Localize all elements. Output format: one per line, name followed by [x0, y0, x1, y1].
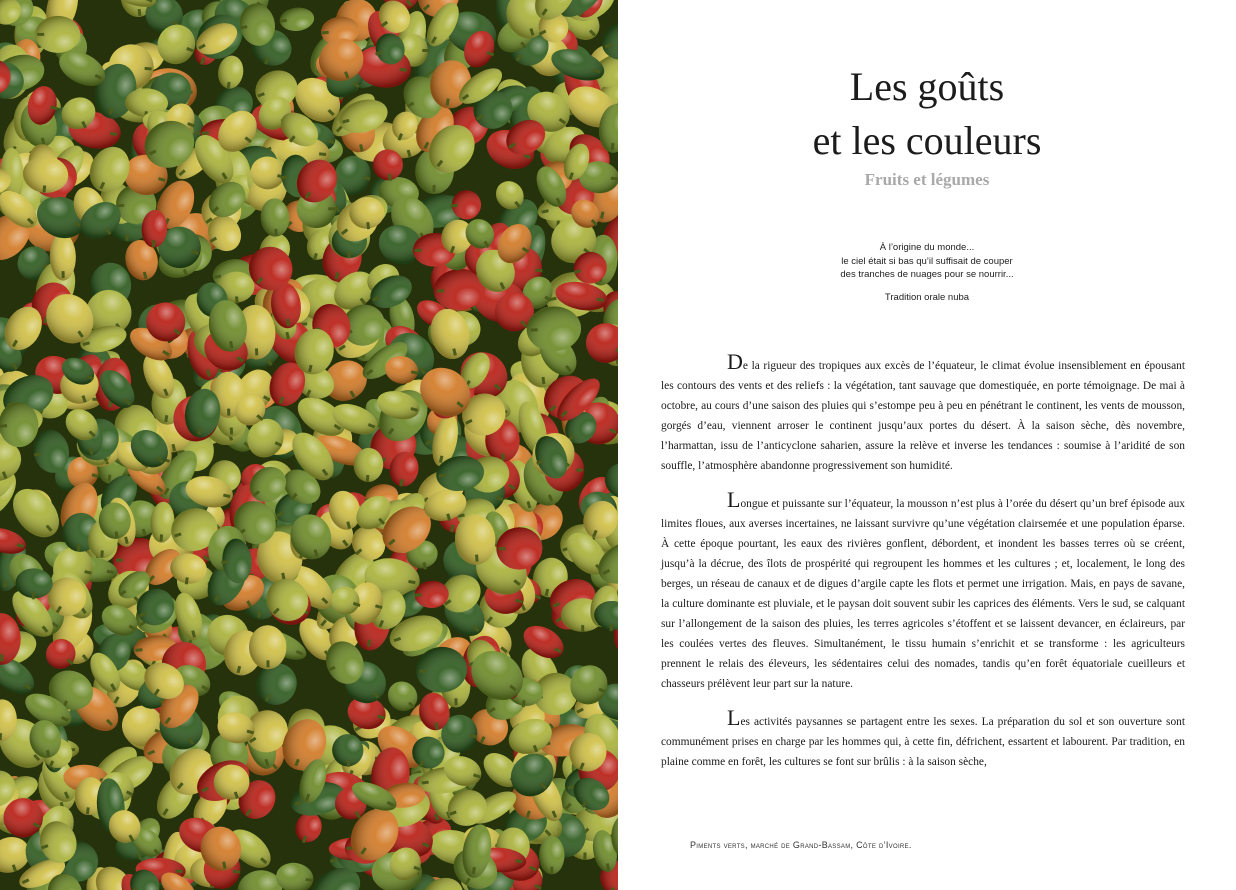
- paragraph-text: es activités paysannes se partagent entre les sexes. La préparation du sol et son ouverture sont communément prises en charge par les hommes qui, à cette fin, défrichent, essartent et labourent. Par tradition, en plaine comme en forêt, les cultures se font sur brûlis : à la saison sèche,: [661, 716, 1185, 768]
- epigraph: [618, 241, 1236, 304]
- initial-letter: L: [727, 705, 741, 730]
- initial-letter: D: [727, 349, 743, 374]
- title-line-2: et les couleurs: [812, 118, 1042, 163]
- pepper-shape: [35, 16, 80, 53]
- paragraph-text: e la rigueur des tropiques aux excès de l’équateur, le climat évolue insensiblement en épousant les contours des vents et des reliefs : la végétation, tant sauvage que domestiquée, en porte témoignage. De mai à octobre, au cours d’une saison des pluies qui s’estompe peu à peu en pénétrant le continent, les vents de mousson, gorgés d’eau, viennent arroser le continent jusqu’aux portes du désert. À la saison sèche, dès novembre, l’harmattan, issu de l’anticyclone saharien, assure la relève et inverse les tendances : soumise à l’aridité de son souffle, l’atmosphère abandonne progressivement son humidité.: [661, 360, 1185, 472]
- paragraph-text: ongue et puissante sur l’équateur, la mousson n’est plus à l’orée du désert qu’un bref épisode aux limites floues, aux averses incertaines, ne laissant survivre qu’une végétation clairsemée et une population éparse. À cette époque pourtant, les eaux des rivières gonflent, débordent, et inondent les basses terres où se créent, jusqu’à la décrue, des îlots de prospérité qui regroupent les hommes et les cultures ; et, localement, le long des berges, un réseau de canaux et de digues d’argile capte les flots et permet une irrigation. Mais, en pays de savane, la culture dominante est pluviale, et le paysan doit souvent subir les caprices des éléments. Vers le sud, se calquant sur l’allongement de la saison des pluies, les terres agricoles s’étoffent et se laissent devancer, en éclaireurs, par les coulées vertes des fleuves. Simultanément, le tissu humain s’enrichit et se transforme : les agriculteurs prennent le relais des éleveurs, les sédentaires celui des nomades, tandis qu’en forêt équatoriale cueilleurs et chasseurs prélèvent leur part sur la nature.: [661, 498, 1185, 690]
- page-subtitle: Fruits et légumes: [864, 170, 990, 189]
- paragraph: [661, 487, 1185, 694]
- pepper-shape: [539, 836, 564, 874]
- epigraph-line: des tranches de nuages pour se nourrir...: [840, 269, 1014, 280]
- paragraph: [661, 349, 1185, 476]
- text-page: [618, 0, 1236, 890]
- epigraph-line: À l’origine du monde...: [879, 242, 975, 253]
- initial-letter: L: [727, 487, 741, 512]
- page-title: [618, 60, 1236, 168]
- photo-caption: Piments verts, marché de Grand-Bassam, Côte d’Ivoire.: [690, 840, 912, 850]
- epigraph-line: le ciel était si bas qu’il suffisait de couper: [841, 255, 1013, 267]
- title-line-1: Les goûts: [849, 64, 1005, 109]
- epigraph-source: Tradition orale nuba: [884, 291, 970, 303]
- body-text: [661, 349, 1185, 790]
- paragraph: [661, 705, 1185, 772]
